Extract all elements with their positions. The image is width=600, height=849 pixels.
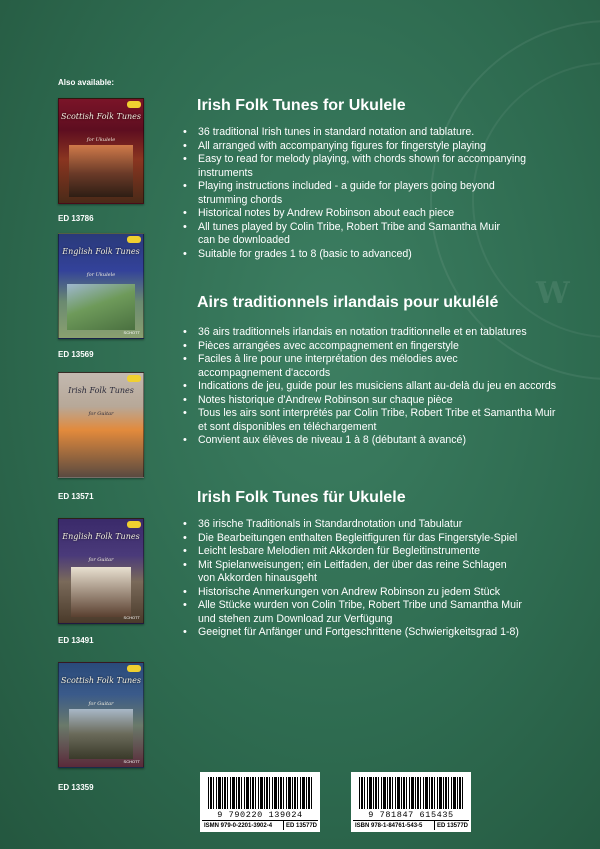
list-item-continued: von Akkorden hinausgeht — [198, 572, 317, 584]
cover-scottish-guitar[interactable] — [58, 662, 144, 768]
isbn-label: ISBN 978-1-84761-543-5 — [353, 821, 435, 830]
barcode-number: 9 790220 139024 — [217, 810, 303, 820]
barcode-number: 9 781847 615435 — [368, 810, 454, 820]
edition-label: ED 13577D — [286, 823, 318, 829]
audio-badge-icon — [127, 101, 141, 108]
barcode-label-row — [353, 820, 469, 830]
cover-english-guitar[interactable] — [58, 518, 144, 624]
feature-list-english — [181, 126, 571, 261]
list-item: • Geeignet für Anfänger und Fortgeschrittene (Schwierigkeitsgrad 1-8) — [181, 626, 571, 640]
list-item: • Die Bearbeitungen enthalten Begleitfiguren für das Fingerstyle-Spiel — [181, 532, 571, 546]
list-item: • Pièces arrangées avec accompagnement en fingerstyle — [181, 340, 571, 354]
list-item-continued: can be downloaded — [198, 234, 290, 246]
ismn-label: ISMN 979-0-2201-3902-4 — [202, 821, 284, 830]
cover-english-ukulele[interactable] — [58, 233, 144, 339]
cover-title: Scottish Folk Tunes — [61, 112, 141, 121]
cover-subtitle: for Guitar — [88, 411, 114, 417]
list-item: • Faciles à lire pour une interprétation des mélodies avec — [181, 353, 571, 367]
barcode-bars — [359, 777, 463, 809]
cover-title: Scottish Folk Tunes — [61, 676, 141, 685]
list-item: • Historische Anmerkungen von Andrew Robinson zu jedem Stück — [181, 586, 571, 600]
cover-title: Irish Folk Tunes — [68, 386, 134, 395]
cover-code: ED 13786 — [58, 214, 94, 223]
cover-subtitle: for Guitar — [88, 701, 114, 707]
ismn-barcode — [200, 772, 320, 832]
cover-scottish-ukulele[interactable] — [58, 98, 144, 204]
list-item-continued: strumming chords — [198, 193, 283, 206]
list-item: • Notes historique d'Andrew Robinson sur chaque pièce — [181, 394, 571, 408]
cover-subtitle: for Ukulele — [86, 137, 116, 143]
cover-title: English Folk Tunes — [62, 532, 140, 541]
cover-code: ED 13491 — [58, 636, 94, 645]
list-item: • Indications de jeu, guide pour les musiciens allant au-delà du jeu en accords — [181, 380, 571, 394]
feature-list-french — [181, 326, 571, 448]
list-item: • Mit Spielanweisungen; ein Leitfaden, der über das reine Schlagen — [181, 559, 571, 573]
cover-title: English Folk Tunes — [62, 247, 140, 256]
list-item: • Convient aux élèves de niveau 1 à 8 (débutant à avancé) — [181, 434, 571, 448]
isbn-barcode — [351, 772, 471, 832]
list-item-continued: und stehen zum Download zur Verfügung — [198, 612, 393, 625]
list-item-continued: instruments — [198, 166, 253, 179]
cover-image — [69, 145, 133, 197]
list-item: • Historical notes by Andrew Robinson about each piece — [181, 207, 571, 221]
publisher-logo: SCHOTT — [123, 615, 140, 620]
audio-badge-icon — [127, 665, 141, 672]
list-item-continued: et sont disponibles en téléchargement — [198, 420, 377, 433]
section-heading-english: Irish Folk Tunes for Ukulele — [197, 97, 406, 114]
compass-west-mark: W — [536, 276, 570, 311]
cover-subtitle: for Ukulele — [86, 272, 116, 278]
cover-code: ED 13359 — [58, 783, 94, 792]
list-item: • Easy to read for melody playing, with chords shown for accompanying — [181, 153, 571, 167]
publisher-logo: SCHOTT — [123, 330, 140, 335]
feature-list-german — [181, 518, 571, 640]
list-item: • Leicht lesbare Melodien mit Akkorden für Begleitinstrumente — [181, 545, 571, 559]
list-item: • All tunes played by Colin Tribe, Robert Tribe and Samantha Muir — [181, 221, 571, 235]
audio-badge-icon — [127, 236, 141, 243]
cover-subtitle: for Guitar — [88, 557, 114, 563]
list-item-continued: accompagnement d'accords — [198, 366, 331, 379]
cover-irish-guitar[interactable] — [58, 372, 144, 478]
list-item: • Tous les airs sont interprétés par Colin Tribe, Robert Tribe et Samantha Muir — [181, 407, 571, 421]
section-heading-german: Irish Folk Tunes für Ukulele — [197, 489, 406, 506]
list-item: • Suitable for grades 1 to 8 (basic to advanced) — [181, 248, 571, 262]
list-item: • 36 traditional Irish tunes in standard notation and tablature. — [181, 126, 571, 140]
edition-label: ED 13577D — [437, 823, 469, 829]
cover-code: ED 13571 — [58, 492, 94, 501]
barcode-label-row — [202, 820, 318, 830]
cover-image — [69, 709, 133, 759]
cover-code: ED 13569 — [58, 350, 94, 359]
audio-badge-icon — [127, 521, 141, 528]
list-item: • Alle Stücke wurden von Colin Tribe, Robert Tribe und Samantha Muir — [181, 599, 571, 613]
cover-image — [71, 567, 131, 617]
list-item: • 36 airs traditionnels irlandais en notation traditionnelle et en tablatures — [181, 326, 571, 340]
audio-badge-icon — [127, 375, 141, 382]
section-heading-french: Airs traditionnels irlandais pour ukulélé — [197, 294, 499, 311]
publisher-logo: SCHOTT — [123, 759, 140, 764]
barcode-bars — [208, 777, 312, 809]
cover-image — [67, 284, 135, 330]
also-available-label: Also available: — [58, 78, 115, 87]
list-item: • Playing instructions included - a guide for players going beyond — [181, 180, 571, 194]
list-item: • All arranged with accompanying figures for fingerstyle playing — [181, 140, 571, 154]
list-item: • 36 irische Traditionals in Standardnotation und Tabulatur — [181, 518, 571, 532]
